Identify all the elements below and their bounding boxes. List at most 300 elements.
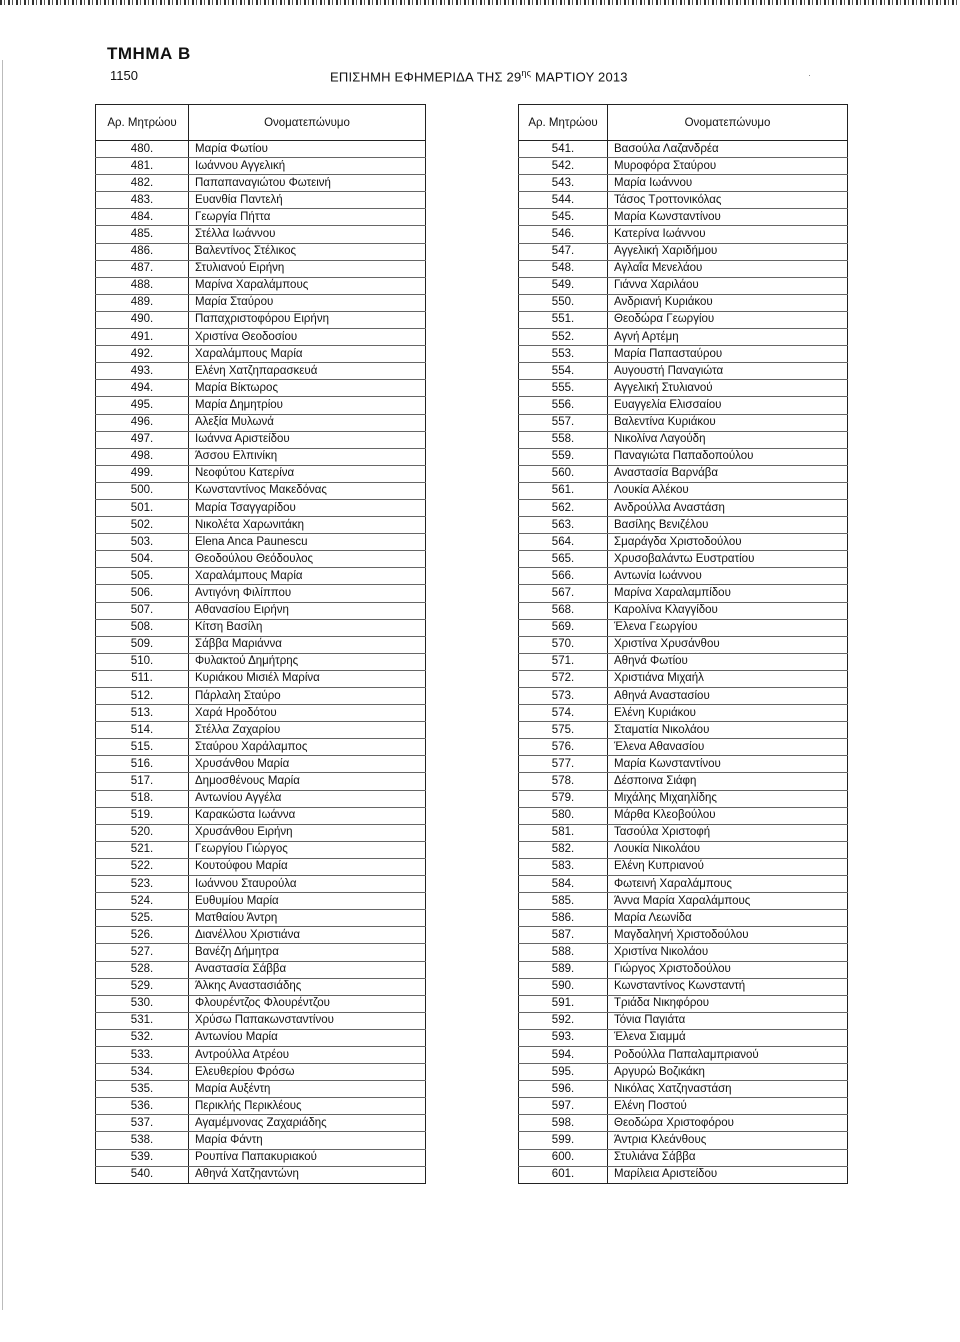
full-name-cell: Μαρία Σταύρου (189, 294, 426, 311)
table-row (96, 773, 426, 790)
full-name-cell: Κίτση Βασίλη (189, 619, 426, 636)
table-row (96, 602, 426, 619)
reg-number-cell: 483. (96, 192, 189, 209)
reg-number-cell: 539. (96, 1149, 189, 1166)
table-row (519, 1064, 848, 1081)
table-row (519, 705, 848, 722)
table-row (519, 739, 848, 756)
full-name-cell: Αγγελική Στυλιανού (608, 380, 848, 397)
reg-number-cell: 485. (96, 226, 189, 243)
table-row (519, 602, 848, 619)
full-name-cell: Χριστίνα Νικολάου (608, 944, 848, 961)
full-name-cell: Αγλαΐα Μενελάου (608, 260, 848, 277)
reg-number-cell: 561. (519, 482, 608, 499)
full-name-cell: Μυροφόρα Σταύρου (608, 158, 848, 175)
full-name-cell: Βασίλης Βενιζέλου (608, 517, 848, 534)
table-row (96, 619, 426, 636)
full-name-cell: Αργυρώ Βοζικάκη (608, 1064, 848, 1081)
table-row (96, 414, 426, 431)
reg-number-cell: 523. (96, 876, 189, 893)
reg-number-cell: 584. (519, 876, 608, 893)
reg-number-cell: 487. (96, 260, 189, 277)
reg-number-cell: 599. (519, 1132, 608, 1149)
full-name-cell: Παπαπαναγιώτου Φωτεινή (189, 175, 426, 192)
full-name-cell: Σταύρου Χαράλαμπος (189, 739, 426, 756)
reg-number-cell: 528. (96, 961, 189, 978)
full-name-cell: Αντωνίου Μαρία (189, 1029, 426, 1046)
table-row (96, 277, 426, 294)
table-row (519, 790, 848, 807)
reg-number-cell: 556. (519, 397, 608, 414)
table-row (519, 636, 848, 653)
reg-number-cell: 590. (519, 978, 608, 995)
reg-number-cell: 574. (519, 705, 608, 722)
reg-number-cell: 518. (96, 790, 189, 807)
reg-number-cell: 543. (519, 175, 608, 192)
full-name-cell: Άννα Μαρία Χαραλάμπους (608, 893, 848, 910)
reg-number-cell: 524. (96, 893, 189, 910)
full-name-cell: Έλενα Γεωργίου (608, 619, 848, 636)
table-row (96, 876, 426, 893)
full-name-cell: Μαρία Δημητρίου (189, 397, 426, 414)
table-row (519, 534, 848, 551)
reg-number-cell: 492. (96, 346, 189, 363)
table-row (519, 141, 848, 158)
reg-number-cell: 522. (96, 858, 189, 875)
reg-number-cell: 504. (96, 551, 189, 568)
table-row (96, 910, 426, 927)
full-name-cell: Σάββα Μαριάννα (189, 636, 426, 653)
reg-number-cell: 567. (519, 585, 608, 602)
full-name-cell: Παπαχριστοφόρου Ειρήνη (189, 311, 426, 328)
reg-number-cell: 550. (519, 294, 608, 311)
table-row (519, 277, 848, 294)
reg-number-cell: 535. (96, 1081, 189, 1098)
table-row (96, 499, 426, 516)
full-name-cell: Αθηνά Αναστασίου (608, 688, 848, 705)
reg-number-cell: 534. (96, 1064, 189, 1081)
full-name-cell: Δημοσθένους Μαρία (189, 773, 426, 790)
table-row (96, 1029, 426, 1046)
full-name-cell: Γεωργίου Γιώργος (189, 841, 426, 858)
full-name-cell: Γιώργος Χριστοδούλου (608, 961, 848, 978)
table-row (519, 431, 848, 448)
table-row (96, 705, 426, 722)
full-name-cell: Λουκία Αλέκου (608, 482, 848, 499)
full-name-cell: Ελευθερίου Φρόσω (189, 1064, 426, 1081)
table-row (519, 978, 848, 995)
table-row (519, 995, 848, 1012)
full-name-cell: Λουκία Νικολάου (608, 841, 848, 858)
table-row (96, 209, 426, 226)
full-name-cell: Χριστίνα Θεοδοσίου (189, 329, 426, 346)
registry-table-left (95, 104, 426, 1184)
reg-number-cell: 552. (519, 329, 608, 346)
full-name-cell: Τάσος Τροττονικόλας (608, 192, 848, 209)
full-name-cell: Ανδριανή Κυριάκου (608, 294, 848, 311)
reg-number-cell: 515. (96, 739, 189, 756)
reg-number-cell: 548. (519, 260, 608, 277)
reg-number-cell: 514. (96, 722, 189, 739)
table-row (96, 807, 426, 824)
full-name-cell: Χαρά Ηροδότου (189, 705, 426, 722)
table-row (96, 636, 426, 653)
reg-number-cell: 513. (96, 705, 189, 722)
full-name-cell: Αγγελική Χαριδήμου (608, 243, 848, 260)
reg-number-cell: 589. (519, 961, 608, 978)
full-name-cell: Κωνσταντίνος Κωνσταντή (608, 978, 848, 995)
reg-number-cell: 496. (96, 414, 189, 431)
full-name-cell: Ευανθία Παντελή (189, 192, 426, 209)
full-name-cell: Μαρία Ιωάννου (608, 175, 848, 192)
reg-number-cell: 520. (96, 824, 189, 841)
reg-number-cell: 527. (96, 944, 189, 961)
table-row (519, 756, 848, 773)
table-row (96, 1046, 426, 1063)
reg-number-cell: 512. (96, 688, 189, 705)
table-row (519, 841, 848, 858)
table-row (519, 1098, 848, 1115)
table-row (519, 1081, 848, 1098)
registry-table-right-body (519, 141, 848, 1184)
table-row (96, 1012, 426, 1029)
table-row (96, 944, 426, 961)
table-row (96, 294, 426, 311)
full-name-cell: Άντρια Κλεάνθους (608, 1132, 848, 1149)
full-name-cell: Χριστίνα Χρυσάνθου (608, 636, 848, 653)
table-row (519, 1115, 848, 1132)
table-row (519, 568, 848, 585)
full-name-cell: Χρυσάνθου Ειρήνη (189, 824, 426, 841)
reg-number-cell: 583. (519, 858, 608, 875)
reg-number-cell: 582. (519, 841, 608, 858)
full-name-cell: Ροδούλλα Παπαλαμπριανού (608, 1046, 848, 1063)
table-row (96, 534, 426, 551)
reg-number-cell: 508. (96, 619, 189, 636)
full-name-cell: Διανέλλου Χριστιάνα (189, 927, 426, 944)
table-row (519, 910, 848, 927)
full-name-cell: Κωνσταντίνος Μακεδόνας (189, 482, 426, 499)
reg-number-cell: 500. (96, 482, 189, 499)
table-row (96, 824, 426, 841)
full-name-cell: Νικόλας Χατζηναστάση (608, 1081, 848, 1098)
table-row (96, 448, 426, 465)
table-row (519, 653, 848, 670)
full-name-cell: Μαρία Παπασταύρου (608, 346, 848, 363)
reg-number-cell: 544. (519, 192, 608, 209)
table-row (96, 790, 426, 807)
reg-number-cell: 489. (96, 294, 189, 311)
reg-number-cell: 565. (519, 551, 608, 568)
table-row (519, 363, 848, 380)
reg-number-cell: 555. (519, 380, 608, 397)
table-row (96, 363, 426, 380)
full-name-cell: Μάρθα Κλεοβούλου (608, 807, 848, 824)
table-row (519, 670, 848, 687)
full-name-cell: Αθανασίου Ειρήνη (189, 602, 426, 619)
full-name-cell: Θεοδούλου Θεόδουλος (189, 551, 426, 568)
table-row (96, 260, 426, 277)
table-row (519, 1149, 848, 1166)
reg-number-cell: 560. (519, 465, 608, 482)
reg-number-cell: 573. (519, 688, 608, 705)
reg-number-cell: 521. (96, 841, 189, 858)
full-name-cell: Σμαράγδα Χριστοδούλου (608, 534, 848, 551)
table-row (519, 807, 848, 824)
reg-number-cell: 577. (519, 756, 608, 773)
full-name-cell: Φωτεινή Χαραλάμπους (608, 876, 848, 893)
reg-number-cell: 494. (96, 380, 189, 397)
table-row (519, 1166, 848, 1183)
table-row (519, 961, 848, 978)
full-name-cell: Βανέζη Δήμητρα (189, 944, 426, 961)
reg-number-cell: 579. (519, 790, 608, 807)
table-row (519, 209, 848, 226)
table-row (519, 722, 848, 739)
full-name-cell: Αντωνίου Αγγέλα (189, 790, 426, 807)
full-name-cell: Ανδρούλλα Αναστάση (608, 499, 848, 516)
reg-number-cell: 557. (519, 414, 608, 431)
reg-number-cell: 482. (96, 175, 189, 192)
table-row (519, 482, 848, 499)
full-name-cell: Καρολίνα Κλαγγίδου (608, 602, 848, 619)
full-name-cell: Στέλλα Ζαχαρίου (189, 722, 426, 739)
reg-number-cell: 491. (96, 329, 189, 346)
table-row (519, 448, 848, 465)
table-row (519, 1046, 848, 1063)
table-row (96, 756, 426, 773)
full-name-cell: Χρυσάνθου Μαρία (189, 756, 426, 773)
full-name-cell: Αθηνά Φωτίου (608, 653, 848, 670)
full-name-cell: Αγνή Αρτέμη (608, 329, 848, 346)
full-name-cell: Έλενα Σιαμμά (608, 1029, 848, 1046)
full-name-cell: Μαρία Τσαγγαρίδου (189, 499, 426, 516)
full-name-cell: Πάρλαλη Σταύρο (189, 688, 426, 705)
full-name-cell: Περικλής Περικλέους (189, 1098, 426, 1115)
table-row (519, 414, 848, 431)
full-name-cell: Θεοδώρα Χριστοφόρου (608, 1115, 848, 1132)
reg-number-cell: 484. (96, 209, 189, 226)
full-name-cell: Αναστασία Σάββα (189, 961, 426, 978)
table-row (519, 175, 848, 192)
reg-number-cell: 545. (519, 209, 608, 226)
reg-number-cell: 593. (519, 1029, 608, 1046)
full-name-cell: Νικολίνα Λαγούδη (608, 431, 848, 448)
table-row (96, 1081, 426, 1098)
table-row (519, 260, 848, 277)
reg-number-cell: 536. (96, 1098, 189, 1115)
table-row (96, 226, 426, 243)
table-row (96, 961, 426, 978)
table-row (96, 380, 426, 397)
reg-number-cell: 493. (96, 363, 189, 380)
full-name-cell: Στυλιάνα Σάββα (608, 1149, 848, 1166)
full-name-cell: Μαρίλεια Αριστείδου (608, 1166, 848, 1183)
reg-number-cell: 601. (519, 1166, 608, 1183)
reg-number-cell: 586. (519, 910, 608, 927)
full-name-cell: Παναγιώτα Παπαδοπούλου (608, 448, 848, 465)
reg-number-cell: 537. (96, 1115, 189, 1132)
table-row (96, 346, 426, 363)
full-name-cell: Μαρία Φάντη (189, 1132, 426, 1149)
reg-number-cell: 503. (96, 534, 189, 551)
table-row (519, 858, 848, 875)
reg-number-cell: 517. (96, 773, 189, 790)
registry-table-right (518, 104, 848, 1184)
table-row (96, 482, 426, 499)
full-name-cell: Ρουπίνα Παπακυριακού (189, 1149, 426, 1166)
scan-margin-line (2, 60, 3, 1310)
reg-number-cell: 510. (96, 653, 189, 670)
full-name-cell: Τόνια Παγιάτα (608, 1012, 848, 1029)
full-name-cell: Αντιγόνη Φιλίππου (189, 585, 426, 602)
gazette-title-prefix: ΕΠΙΣΗΜΗ ΕΦΗΜΕΡΙΔΑ ΤΗΣ 29 (330, 69, 522, 85)
column-header-reg-number: Αρ. Μητρώου (96, 105, 189, 141)
reg-number-cell: 505. (96, 568, 189, 585)
reg-number-cell: 551. (519, 311, 608, 328)
table-row (96, 158, 426, 175)
full-name-cell: Αθηνά Χατζηαντώνη (189, 1166, 426, 1183)
registry-table-left-body (96, 141, 426, 1184)
full-name-cell: Βαλεντίνος Στέλικος (189, 243, 426, 260)
table-row (96, 1064, 426, 1081)
table-row (519, 294, 848, 311)
reg-number-cell: 575. (519, 722, 608, 739)
full-name-cell: Τριάδα Νικηφόρου (608, 995, 848, 1012)
reg-number-cell: 490. (96, 311, 189, 328)
table-row (519, 158, 848, 175)
reg-number-cell: 497. (96, 431, 189, 448)
reg-number-cell: 481. (96, 158, 189, 175)
table-row (96, 688, 426, 705)
table-row (519, 517, 848, 534)
table-row (96, 585, 426, 602)
full-name-cell: Σταματία Νικολάου (608, 722, 848, 739)
gazette-title (330, 68, 628, 84)
table-row (519, 551, 848, 568)
table-row (519, 927, 848, 944)
full-name-cell: Ευθυμίου Μαρία (189, 893, 426, 910)
table-row (519, 243, 848, 260)
full-name-cell: Νεοφύτου Κατερίνα (189, 465, 426, 482)
reg-number-cell: 541. (519, 141, 608, 158)
full-name-cell: Ελένη Χατζηπαρασκευά (189, 363, 426, 380)
reg-number-cell: 540. (96, 1166, 189, 1183)
reg-number-cell: 597. (519, 1098, 608, 1115)
reg-number-cell: 568. (519, 602, 608, 619)
reg-number-cell: 569. (519, 619, 608, 636)
reg-number-cell: 558. (519, 431, 608, 448)
full-name-cell: Αλεξία Μυλωνά (189, 414, 426, 431)
reg-number-cell: 511. (96, 670, 189, 687)
full-name-cell: Μαρία Κωνσταντίνου (608, 209, 848, 226)
table-header-row (519, 105, 848, 141)
reg-number-cell: 578. (519, 773, 608, 790)
reg-number-cell: 585. (519, 893, 608, 910)
reg-number-cell: 553. (519, 346, 608, 363)
reg-number-cell: 516. (96, 756, 189, 773)
reg-number-cell: 502. (96, 517, 189, 534)
full-name-cell: Χρυσοβαλάντω Ευστρατίου (608, 551, 848, 568)
full-name-cell: Γιάννα Χαριλάου (608, 277, 848, 294)
full-name-cell: Άλκης Αναστασιάδης (189, 978, 426, 995)
table-row (96, 978, 426, 995)
table-row (96, 1115, 426, 1132)
full-name-cell: Μαρία Κωνσταντίνου (608, 756, 848, 773)
table-row (519, 1132, 848, 1149)
reg-number-cell: 570. (519, 636, 608, 653)
reg-number-cell: 581. (519, 824, 608, 841)
reg-number-cell: 542. (519, 158, 608, 175)
reg-number-cell: 559. (519, 448, 608, 465)
table-row (96, 192, 426, 209)
full-name-cell: Νικολέτα Χαρωνιτάκη (189, 517, 426, 534)
full-name-cell: Αναστασία Βαρνάβα (608, 465, 848, 482)
reg-number-cell: 525. (96, 910, 189, 927)
full-name-cell: Μιχάλης Μιχαηλίδης (608, 790, 848, 807)
table-row (96, 1098, 426, 1115)
table-row (96, 243, 426, 260)
table-row (519, 499, 848, 516)
reg-number-cell: 547. (519, 243, 608, 260)
reg-number-cell: 495. (96, 397, 189, 414)
table-row (519, 346, 848, 363)
full-name-cell: Ιωάννα Αριστείδου (189, 431, 426, 448)
reg-number-cell: 572. (519, 670, 608, 687)
full-name-cell: Καρακώστα Ιωάννα (189, 807, 426, 824)
table-row (519, 944, 848, 961)
reg-number-cell: 554. (519, 363, 608, 380)
table-row (96, 175, 426, 192)
full-name-cell: Μαρίνα Χαραλάμπους (189, 277, 426, 294)
reg-number-cell: 486. (96, 243, 189, 260)
table-row (519, 688, 848, 705)
reg-number-cell: 507. (96, 602, 189, 619)
table-row (96, 670, 426, 687)
reg-number-cell: 533. (96, 1046, 189, 1063)
full-name-cell: Ιωάννου Αγγελική (189, 158, 426, 175)
full-name-cell: Αγαμέμνονας Ζαχαριάδης (189, 1115, 426, 1132)
table-row (519, 893, 848, 910)
full-name-cell: Κυριάκου Μισιέλ Μαρίνα (189, 670, 426, 687)
reg-number-cell: 509. (96, 636, 189, 653)
table-row (96, 858, 426, 875)
table-row (96, 1149, 426, 1166)
reg-number-cell: 532. (96, 1029, 189, 1046)
full-name-cell: Δέσποινα Σιάφη (608, 773, 848, 790)
reg-number-cell: 546. (519, 226, 608, 243)
reg-number-cell: 531. (96, 1012, 189, 1029)
section-label: ΤΜΗΜΑ Β (107, 44, 191, 63)
table-row (96, 927, 426, 944)
full-name-cell: Αυγουστή Παναγιώτα (608, 363, 848, 380)
table-row (519, 311, 848, 328)
table-row (96, 311, 426, 328)
full-name-cell: Μαρία Αυξέντη (189, 1081, 426, 1098)
reg-number-cell: 526. (96, 927, 189, 944)
table-row (519, 380, 848, 397)
gazette-title-suffix: ΜΑΡΤΙΟΥ 2013 (531, 69, 628, 85)
reg-number-cell: 538. (96, 1132, 189, 1149)
reg-number-cell: 563. (519, 517, 608, 534)
reg-number-cell: 595. (519, 1064, 608, 1081)
reg-number-cell: 501. (96, 499, 189, 516)
table-row (519, 773, 848, 790)
table-row (96, 893, 426, 910)
reg-number-cell: 488. (96, 277, 189, 294)
table-row (519, 1029, 848, 1046)
reg-number-cell: 564. (519, 534, 608, 551)
